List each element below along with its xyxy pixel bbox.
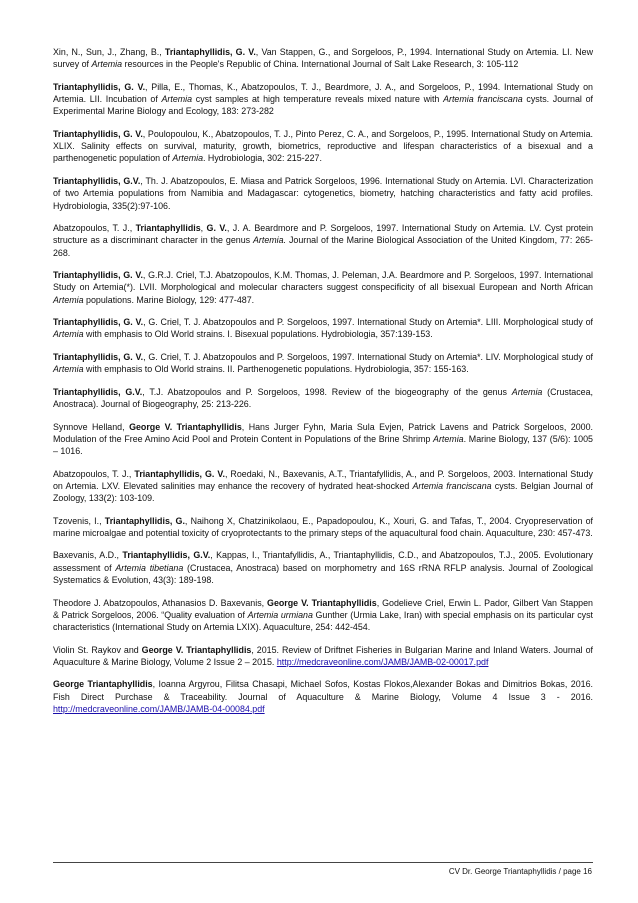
reference-text: , Roedaki, N., Baxevanis, A.T., Triantafyllidis, A., and P. Sorgeloos, 2003. International Study on Artemia. LXV. Elevated salinities may enhance the recovery of hydrated heat-shocked (53, 468, 593, 491)
species-name: Artemia (433, 433, 464, 444)
reference-text: , T.J. Abatzopoulos and P. Sorgeloos, 1998. Review of the biogeography of the genus (142, 386, 512, 397)
reference-text: Gunther (Urmia Lake, Iran) with special emphasis on its particular cyst characteristics (International Study on Artemia LXIX). Aquaculture, 254: 442-454. (53, 609, 593, 633)
reference-entry (53, 597, 593, 634)
author-name: Triantaphyllidis, G. V. (53, 317, 144, 328)
reference-entry (53, 421, 593, 458)
reference-link[interactable]: http://medcraveonline.com/JAMB/JAMB-02-00017.pdf (276, 656, 489, 667)
species-name: Artemia (53, 364, 84, 375)
reference-text: with emphasis to Old World strains. I. Bisexual populations. Hydrobiologia, 357:139-153. (83, 329, 433, 340)
reference-text: Theodore J. Abatzopoulos, Athanasios D. Baxevanis, (53, 597, 268, 608)
reference-link[interactable]: http://medcraveonline.com/JAMB/JAMB-04-00084.pdf (53, 703, 265, 714)
reference-text: Abatzopoulos, T. J., (53, 468, 135, 479)
reference-entry (53, 351, 593, 376)
author-name: George V. Triantaphyllidis (141, 644, 252, 655)
author-name: Triantaphyllidis, G.V. (53, 175, 141, 186)
reference-text: Baxevanis, A.D., (53, 550, 123, 561)
reference-entry (53, 468, 593, 505)
reference-text: , G.R.J. Criel, T.J. Abatzopoulos, K.M. Thomas, J. Peleman, J.A. Beardmore and P. Sorgeloos, 1997. International Study on Artemia(*). LVII. Morphological and molecular characters suggest conspecificity of all bisexual European and North African (53, 270, 593, 293)
species-name: Artemia. (253, 235, 287, 246)
reference-entry (53, 175, 593, 212)
reference-text: with emphasis to Old World strains. II. Parthenogenetic populations. Hydrobiologia, 357: 155-163. (83, 364, 469, 375)
reference-text: , Pilla, E., Thomas, K., Abatzopoulos, T. J., Beardmore, J. A., and Sorgeloos, P., 1994. International Study on Artemia. LII. Incubation of (53, 81, 593, 105)
reference-text: Abatzopoulos, T. J., (53, 223, 136, 234)
author-name: G. V. (206, 223, 227, 234)
reference-text: , Poulopoulou, K., Abatzopoulos, T. J., Pinto Perez, C. A., and Sorgeloos, P., 1995. International Study on Artemia. XLIX. Salinity effects on survival, maturity, growth, biometrics, reproductive and lifespan characteristics of a bisexual and a parthenogenetic population of (53, 128, 593, 164)
reference-text: , Kappas, I., Triantafyllidis, A., Triantaphyllidis, C.D., and Abatzopoulos, T.J., 2005. Evolutionary assessment of (53, 550, 593, 573)
reference-text: Journal of the Marine Biological Association of the United Kingdom, 77: 265-268. (53, 235, 593, 258)
reference-entry (53, 644, 593, 669)
reference-entry (53, 515, 593, 540)
author-name: Triantaphyllidis, G. V. (53, 351, 144, 362)
reference-entry (53, 81, 593, 118)
author-name: Triantaphyllidis (135, 223, 201, 234)
reference-text: . Marine Biology, 137 (5/6): 1005 – 1016. (53, 433, 593, 457)
author-name: George V. Triantaphyllidis (267, 597, 377, 608)
reference-text: cysts. Journal of Experimental Marine Biology and Ecology, 183: 273-282 (53, 94, 593, 117)
reference-text: , Hans Jurger Fyhn, Maria Sula Evjen, Patrick Lavens and Patrick Sorgeloos, 2000. Modulation of the Free Amino Acid Pool and Protein Content in Populations of the Brine Shrimp (53, 421, 593, 444)
reference-entry (53, 549, 593, 586)
reference-text: , Naihong X, Chatzinikolaou, E., Papadopoulou, K., Xouri, G. and Tafas, T., 2004. Cryopreservation of marine microalgae and potential toxicity of cryoprotectants to the primary steps of the aquacultural food chain. Aquaculture, 230: 457-473. (53, 515, 593, 538)
author-name: Triantaphyllidis, G. V. (53, 81, 146, 92)
author-name: Triantaphyllidis, G. (104, 515, 185, 526)
reference-text: resources in the People's Republic of China. International Journal of Salt Lake Research, 3: 105-112 (122, 59, 519, 70)
reference-text: populations. Marine Biology, 129: 477-487. (83, 294, 255, 305)
species-name: Artemia (53, 294, 84, 305)
reference-text: , G. Criel, T. J. Abatzopoulos and P. Sorgeloos, 1997. International Study on Artemia*. LIV. Morphological study of (143, 351, 593, 362)
reference-entry (53, 269, 593, 306)
reference-text: cysts. Belgian Journal of Zoology, 133(2): 103-109. (53, 480, 593, 504)
author-name: Triantaphyllidis, G. V. (53, 270, 143, 281)
reference-entry (53, 316, 593, 341)
species-name: Artemia (172, 153, 203, 164)
reference-entry (53, 128, 593, 165)
reference-text: , 2015. Review of Driftnet Fisheries in Bulgarian Marine and Inland Waters. Journal of Aquaculture & Marine Biology, Volume 2 Issue 2 – 2015. (53, 644, 593, 667)
author-name: Triantaphyllidis, G.V. (122, 550, 211, 561)
reference-text: , Ioanna Argyrou, Filitsa Chasapi, Michael Sofos, Kostas Flokos,Alexander Bokas and Dimitrios Bokas, 2016. Fish Direct Purchase & Traceability. Journal of Aquaculture & Marine Biology, Volume 4 Issue 3 - 2016. (53, 679, 593, 702)
reference-text: , J. A. Beardmore and P. Sorgeloos, 1997. International Study on Artemia. LV. Cyst protein structure as a discriminant character in the genus (53, 223, 594, 246)
reference-list (53, 46, 593, 725)
reference-entry (53, 222, 593, 259)
species-name: Artemia franciscana (443, 94, 523, 105)
reference-entry (53, 386, 593, 411)
reference-text: , Th. J. Abatzopoulos, E. Miasa and Patrick Sorgeloos, 1996. International Study on Artemia. LVI. Characterization of two Artemia populations from Namibia and Madagascar: cytogenetics, biometry, hatching characteristics and fatty acid profiles. Hydrobiologia, 335(2):97-106. (53, 175, 593, 211)
reference-text: , Godelieve Criel, Erwin L. Pador, Gilbert Van Stappen & Patrick Sorgeloos, 2006. “Quality evaluation of (53, 597, 593, 620)
reference-text: , (200, 223, 207, 234)
species-name: Artemia (91, 59, 123, 70)
footer-divider (53, 862, 593, 863)
reference-text: Violin St. Raykov and (53, 644, 142, 655)
author-name: Triantaphyllidis, G.V. (53, 386, 143, 397)
reference-text: , G. Criel, T. J. Abatzopoulos and P. Sorgeloos, 1997. International Study on Artemia*. LIII. Morphological study of (143, 317, 593, 328)
reference-text: , Van Stappen, G., and Sorgeloos, P., 1994. International Study on Artemia. LI. New survey of (53, 47, 593, 70)
author-name: Triantaphyllidis, G. V. (53, 128, 143, 139)
author-name: George Triantaphyllidis (53, 679, 153, 690)
species-name: Artemia (161, 94, 193, 105)
reference-text: Tzovenis, I., (53, 515, 105, 526)
reference-text: . Hydrobiologia, 302: 215-227. (203, 153, 322, 164)
author-name: Triantaphyllidis, G. V. (134, 468, 225, 479)
reference-entry (53, 46, 593, 71)
reference-text: cyst samples at high temperature reveals mixed nature with (192, 94, 444, 105)
reference-text: Synnove Helland, (53, 421, 130, 432)
author-name: Triantaphyllidis, G. V. (164, 47, 256, 57)
page-footer: CV Dr. George Triantaphyllidis / page 16 (448, 867, 592, 876)
author-name: George V. Triantaphyllidis (129, 421, 242, 432)
species-name: Artemia (511, 386, 543, 397)
reference-text: (Crustacea, Anostraca). Journal of Biogeography, 25: 213-226. (53, 386, 594, 410)
species-name: Artemia tibetiana (115, 562, 184, 573)
reference-text: Xin, N., Sun, J., Zhang, B., (53, 47, 165, 57)
species-name: Artemia (53, 329, 84, 340)
species-name: Artemia franciscana (412, 480, 492, 491)
reference-entry (53, 678, 593, 715)
reference-text: (Crustacea, Anostraca) based on morphometry and 16S rRNA RFLP analysis. Journal of Zoological Systematics & Evolution, 43(3): 189-198. (53, 562, 593, 586)
species-name: Artemia urmiana (247, 609, 313, 620)
